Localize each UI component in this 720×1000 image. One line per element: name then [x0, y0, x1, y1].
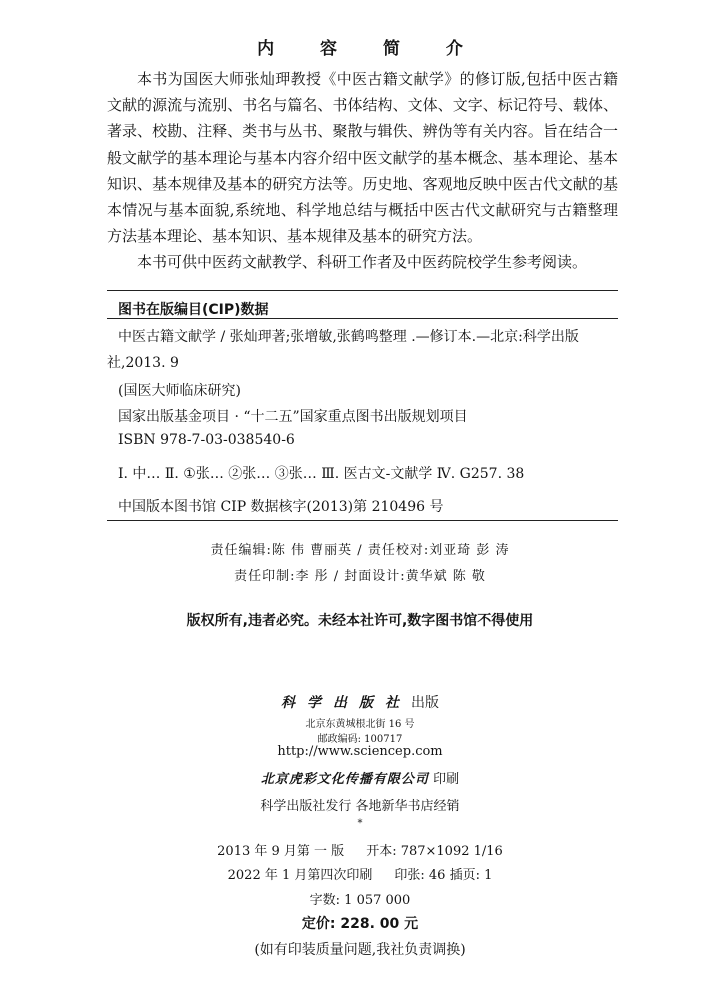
distribution-line: 科学出版社发行 各地新华书店经销 — [260, 799, 460, 814]
divider — [107, 520, 618, 521]
printer-name: 北京虎彩文化传播有限公司 — [260, 772, 429, 787]
publisher-postcode: 邮政编码: 100717 — [317, 734, 403, 745]
cip-entry: 中医古籍文献学 / 张灿玾著;张增敏,张鹤鸣整理 .—修订本.—北京:科学出版社,2013. 9 — [107, 329, 579, 371]
price-value: 228. 00 元 — [340, 916, 419, 932]
printer-line — [0, 768, 720, 787]
copyright-notice: 版权所有,违者必究。未经本社许可,数字图书馆不得使用 — [186, 613, 534, 629]
cip-fund: 国家出版基金项目 · “十二五”国家重点图书出版规划项目 — [118, 409, 468, 425]
credits-editors: 责任编辑:陈 伟 曹丽英 / 责任校对:刘亚琦 彭 涛 — [210, 543, 510, 558]
sheets-info: 印张: 46 插页: 1 — [394, 868, 493, 883]
printer-suffix: 印刷 — [433, 772, 460, 787]
intro-paragraph: 本书为国医大师张灿玾教授《中医古籍文献学》的修订版,包括中医古籍文献的源流与流别、书名与篇名、书体结构、文体、文字、标记符号、载体、著录、校勘、注释、类书与丛书、聚散与辑佚、辨伪等有关内容。旨在结合一般文献学的基本理论与基本内容介绍中医文献学的基本概念、基本理论、基本知识、基本规律及基本的研究方法等。历史地、客观地反映中医古代文献的基本情况与基本面貌,系统地、科学地总结与概括中医古代文献研究与古籍整理方法基本理论、基本知识、基本规律及基本的研究方法。 — [107, 70, 618, 246]
publisher-line — [0, 692, 720, 712]
book-format: 开本: 787×1092 1/16 — [366, 844, 503, 859]
price-line — [0, 913, 720, 933]
publisher-address: 北京东黄城根北街 16 号 — [305, 719, 415, 730]
cip-isbn: ISBN 978-7-03-038540-6 — [118, 432, 295, 448]
first-edition: 2013 年 9 月第 一 版 — [217, 844, 345, 859]
page-title: 内 容 简 介 — [257, 39, 483, 59]
word-count: 字数: 1 057 000 — [309, 893, 411, 908]
credits-production: 责任印制:李 彤 / 封面设计:黄华斌 陈 敬 — [234, 569, 486, 584]
cip-classification: Ⅰ. 中… Ⅱ. ①张… ②张… ③张… Ⅲ. 医古文-文献学 Ⅳ. G257. 38 — [118, 466, 525, 482]
printing-line — [0, 864, 720, 883]
cip-heading: 图书在版编目(CIP)数据 — [118, 302, 269, 318]
publisher-name: 科学出版社 — [281, 695, 411, 711]
quality-note: (如有印装质量问题,我社负责调换) — [254, 942, 466, 958]
publisher-website: http://www.sciencep.com — [277, 744, 443, 759]
divider — [107, 318, 618, 319]
cip-series: (国医大师临床研究) — [118, 383, 241, 399]
publisher-suffix: 出版 — [411, 695, 439, 711]
intro-paragraph: 本书可供中医药文献教学、科研工作者及中医药院校学生参考阅读。 — [137, 253, 588, 272]
separator-star: * — [357, 818, 363, 829]
cip-verification: 中国版本图书馆 CIP 数据核字(2013)第 210496 号 — [118, 499, 444, 515]
divider — [107, 290, 618, 291]
edition-line — [0, 840, 720, 859]
price-label: 定价: — [301, 916, 336, 932]
printing-info: 2022 年 1 月第四次印刷 — [227, 868, 373, 883]
intro-section — [107, 66, 618, 276]
